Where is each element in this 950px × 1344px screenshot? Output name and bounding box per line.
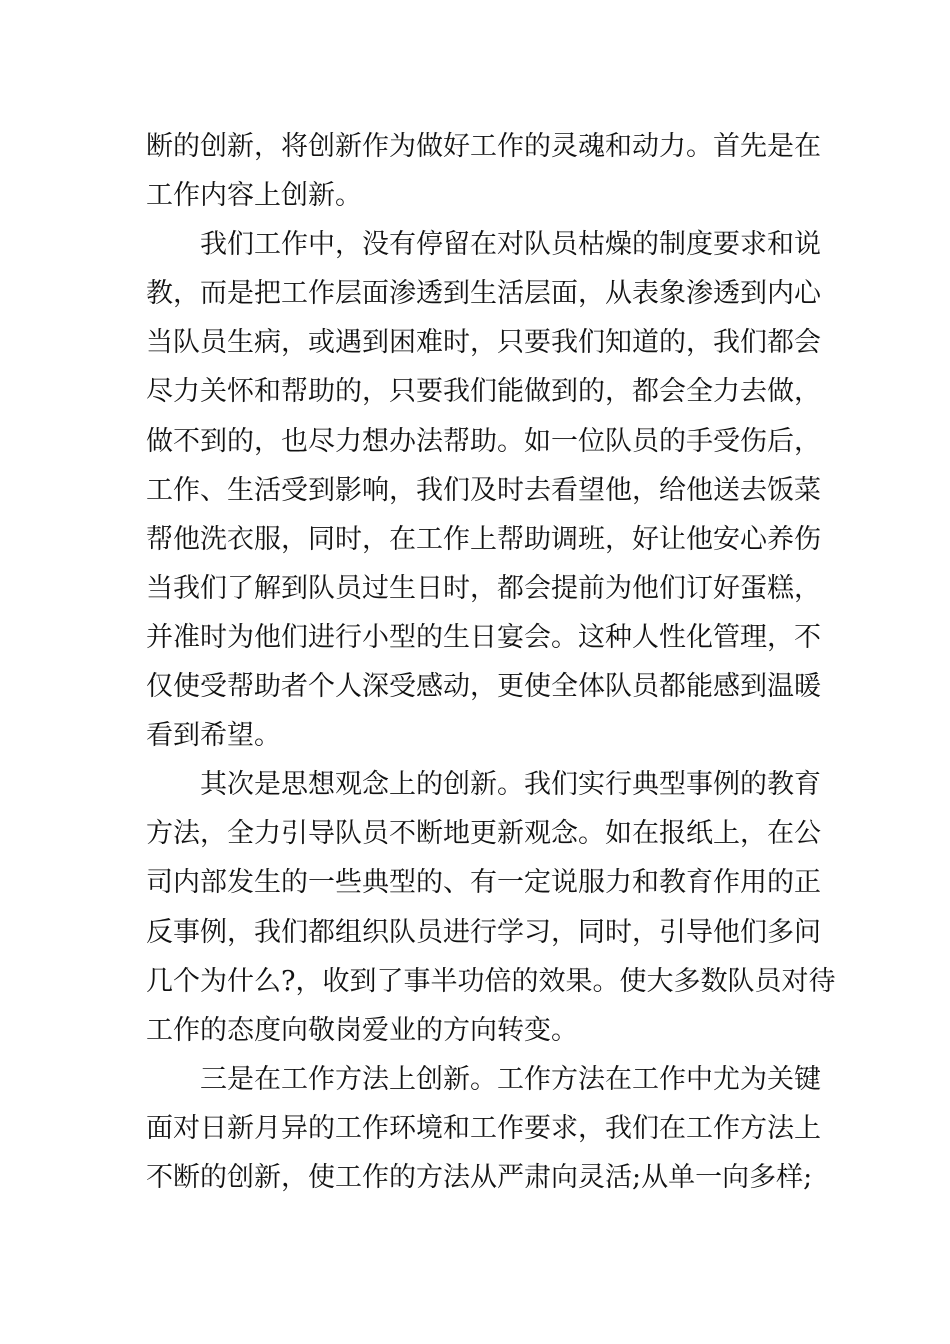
text-line: 几个为什么?，收到了事半功倍的效果。使大多数队员对待 <box>146 965 836 997</box>
text-line: 帮他洗衣服，同时，在工作上帮助调班，好让他安心养伤 <box>146 523 821 555</box>
text-line: 当我们了解到队员过生日时，都会提前为他们订好蛋糕， <box>146 572 821 604</box>
text-line: 尽力关怀和帮助的，只要我们能做到的，都会全力去做， <box>146 376 821 408</box>
text-line: 三是在工作方法上创新。工作方法在工作中尤为关键 <box>200 1063 821 1095</box>
text-line: 工作的态度向敬岗爱业的方向转变。 <box>146 1014 578 1046</box>
text-line: 并准时为他们进行小型的生日宴会。这种人性化管理，不 <box>146 621 821 653</box>
text-line: 我们工作中，没有停留在对队员枯燥的制度要求和说 <box>200 229 821 261</box>
text-line: 不断的创新，使工作的方法从严肃向灵活;从单一向多样; <box>146 1161 813 1193</box>
paragraph <box>146 122 821 220</box>
text-line: 工作、生活受到影响，我们及时去看望他，给他送去饭菜 <box>146 474 821 506</box>
body-text <box>146 122 836 1202</box>
text-line: 做不到的，也尽力想办法帮助。如一位队员的手受伤后， <box>146 425 821 457</box>
paragraph <box>146 760 836 1055</box>
text-line: 当队员生病，或遇到困难时，只要我们知道的，我们都会 <box>146 327 821 359</box>
text-line: 断的创新，将创新作为做好工作的灵魂和动力。首先是在 <box>146 131 821 162</box>
text-line: 教，而是把工作层面渗透到生活层面，从表象渗透到内心 <box>146 278 821 310</box>
text-line: 看到希望。 <box>146 720 281 752</box>
paragraph <box>146 220 821 760</box>
text-line: 其次是思想观念上的创新。我们实行典型事例的教育 <box>200 769 821 801</box>
text-line: 工作内容上创新。 <box>146 180 362 212</box>
text-line: 面对日新月异的工作环境和工作要求，我们在工作方法上 <box>146 1112 821 1144</box>
text-line: 方法，全力引导队员不断地更新观念。如在报纸上，在公 <box>146 818 821 850</box>
paragraph <box>146 1055 821 1202</box>
text-line: 反事例，我们都组织队员进行学习，同时，引导他们多问 <box>146 916 821 948</box>
text-line: 司内部发生的一些典型的、有一定说服力和教育作用的正 <box>146 867 821 899</box>
text-line: 仅使受帮助者个人深受感动，更使全体队员都能感到温暖 <box>146 671 821 703</box>
